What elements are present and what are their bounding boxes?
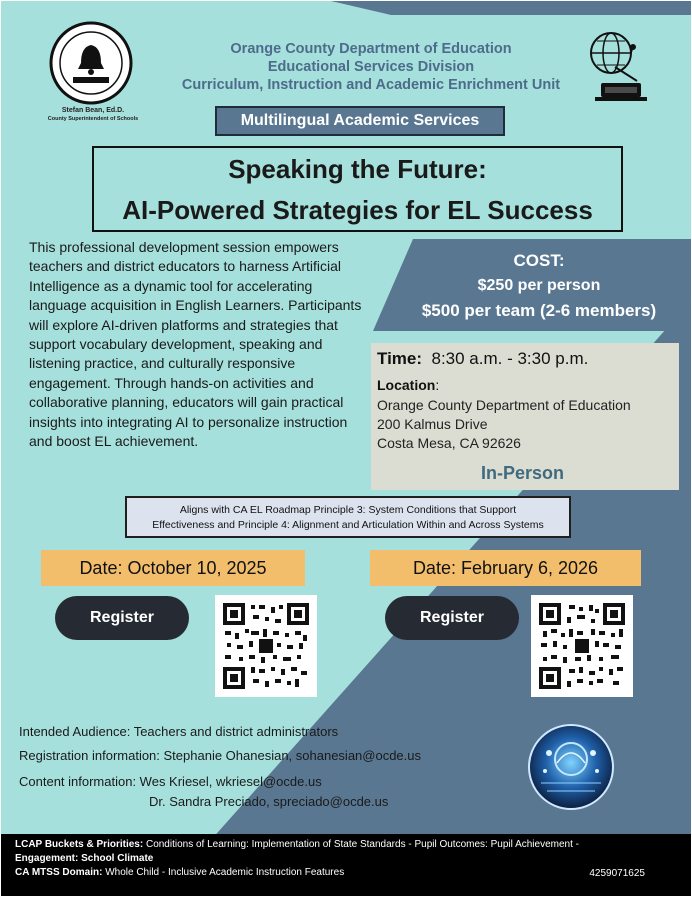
format-label: In-Person <box>481 463 565 483</box>
mtss-label: CA MTSS Domain: <box>15 867 103 878</box>
location-line-2: 200 Kalmus Drive <box>377 416 488 432</box>
lcap-line-1 <box>15 838 679 852</box>
mtss-line <box>15 866 679 880</box>
cost-heading: COST: <box>513 251 565 270</box>
seal-subtitle-text: County Superintendent of Schools <box>47 116 139 122</box>
dept-line-1: Orange County Department of Education <box>230 41 512 57</box>
ai-robot-icon <box>583 27 655 107</box>
footer-code: 4259071625 <box>589 868 645 879</box>
time-row <box>377 349 588 369</box>
dept-line-3: Curriculum, Instruction and Academic Enrichment Unit <box>181 77 561 93</box>
title-line-2: AI-Powered Strategies for EL Success <box>122 195 593 225</box>
session-date-1: Date: October 10, 2025 <box>41 550 305 586</box>
dept-line-2: Educational Services Division <box>267 59 475 75</box>
qr-code-graphic-1 <box>215 595 317 697</box>
flyer <box>1 1 691 896</box>
lcap-label: LCAP Buckets & Priorities: <box>15 839 144 850</box>
seal-name-text: Stefan Bean, Ed.D. <box>61 107 125 114</box>
title-box <box>92 146 623 232</box>
mtss-text: Whole Child - Inclusive Academic Instruction Features <box>102 867 345 878</box>
qr-code-icon[interactable] <box>531 595 633 697</box>
location-line-3: Costa Mesa, CA 92626 <box>377 435 521 451</box>
audience-text: Intended Audience: Teachers and district administrators <box>19 724 339 739</box>
top-right-band <box>331 1 691 15</box>
superintendent-name <box>33 107 153 123</box>
time-label: Time: <box>377 349 423 368</box>
alignment-box <box>125 496 571 538</box>
time-value: 8:30 a.m. - 3:30 p.m. <box>431 349 589 368</box>
program-banner: Multilingual Academic Services <box>215 106 505 136</box>
content-contact-1: Content information: Wes Kriesel, wkriesel@ocde.us <box>19 774 322 789</box>
lcap-line-2 <box>15 852 679 866</box>
county-seal-icon <box>49 21 133 105</box>
register-button-1[interactable]: Register <box>55 596 189 640</box>
location-line-1: Orange County Department of Education <box>377 397 631 413</box>
alignment-line-2: Effectiveness and Principle 4: Alignment and Articulation Within and Across Systems <box>152 519 544 531</box>
qr-code-icon[interactable] <box>215 595 317 697</box>
qr-code-graphic-2 <box>531 595 633 697</box>
cost-section <box>389 251 689 321</box>
footer-bar <box>1 834 691 896</box>
location-colon: : <box>435 377 440 393</box>
session-date-2: Date: February 6, 2026 <box>370 550 641 586</box>
location-heading <box>377 377 439 393</box>
location-label: Location <box>377 377 436 393</box>
register-button-2[interactable]: Register <box>385 596 519 640</box>
session-description: This professional development session empowers teachers and district educators to harness Artificial Intelligence as a dynamic tool for accelerating language acquisition in English Learners. Participants will explore AI-driven platforms and strategies that support vocabulary development, speaking and listening practice, and culturally responsive engagement. Through hands-on activities and collaborative planning, educators will gain practical insights into integrating AI to personalize instruction and boost EL achievement. <box>29 239 362 450</box>
registration-contact: Registration information: Stephanie Ohanesian, sohanesian@ocde.us <box>19 748 422 763</box>
title-line-1: Speaking the Future: <box>228 154 487 184</box>
cost-per-team: $500 per team (2-6 members) <box>421 301 657 320</box>
lcap-text-2: Engagement: School Climate <box>15 853 154 864</box>
lcap-text-1: Conditions of Learning: Implementation of State Standards - Pupil Outcomes: Pupil Achievement - <box>143 839 579 850</box>
cost-per-person: $250 per person <box>477 277 601 294</box>
alignment-line-1: Aligns with CA EL Roadmap Principle 3: System Conditions that Support <box>179 504 517 516</box>
content-contact-2: Dr. Sandra Preciado, spreciado@ocde.us <box>149 794 389 809</box>
ai-brain-icon <box>527 723 615 811</box>
